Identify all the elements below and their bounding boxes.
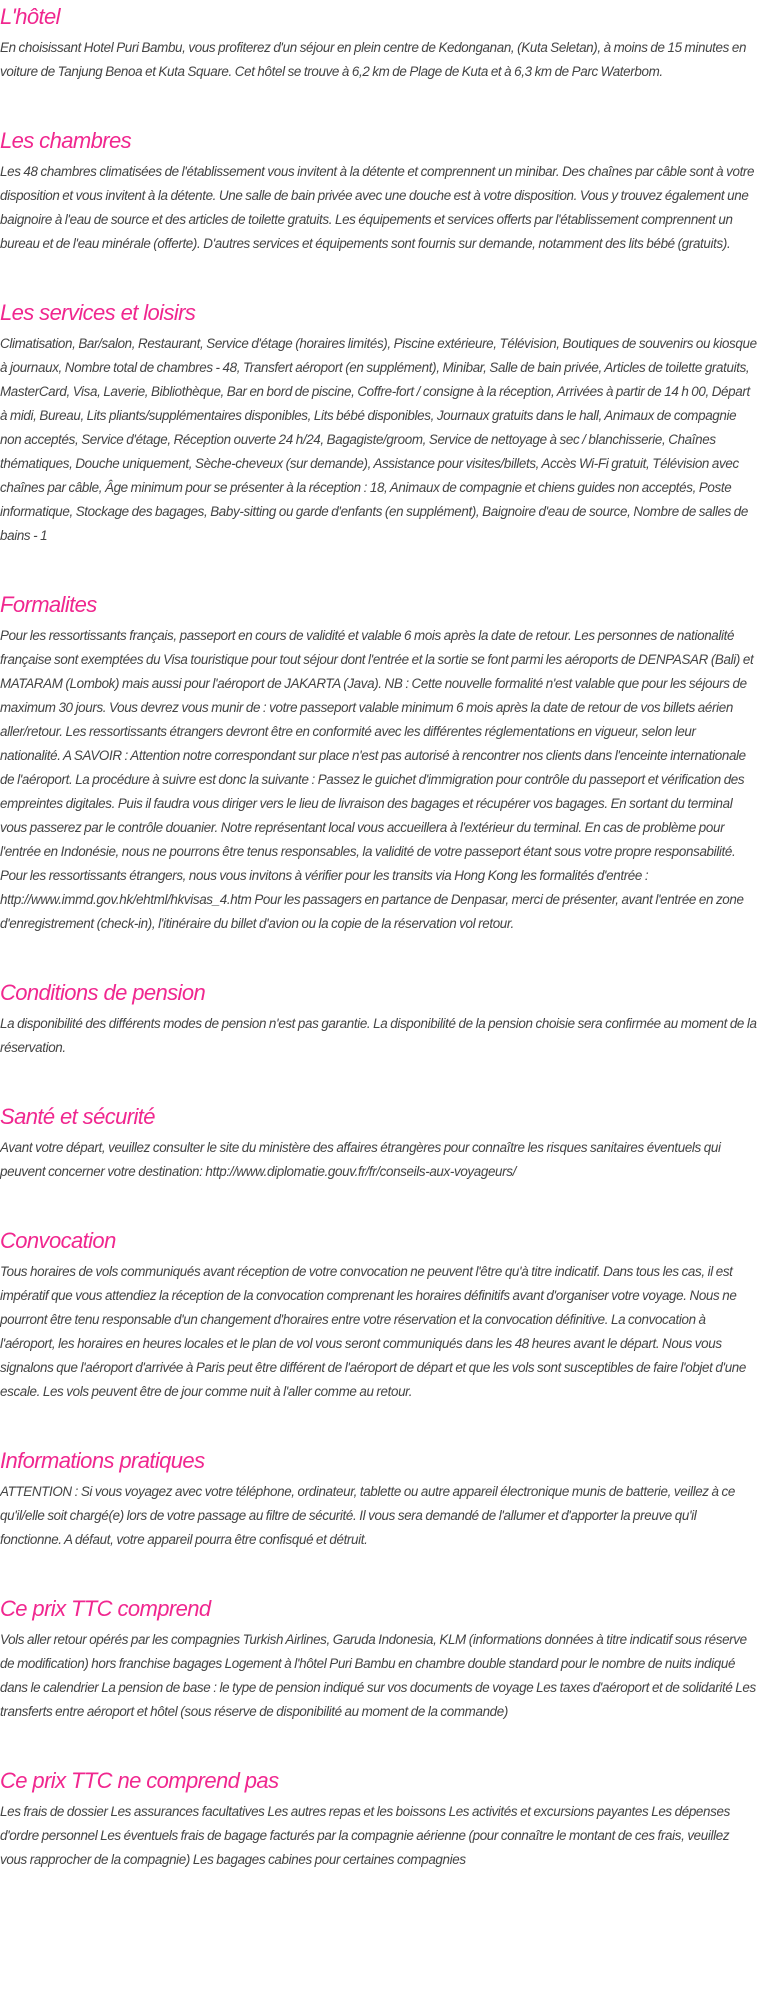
section-title: Formalites	[0, 592, 97, 617]
section-body: Pour les ressortissants français, passeport en cours de validité et valable 6 mois après la date de retour. Les personnes de nationalité française sont exemptées du Visa touristique pour tout séjour dont l'entrée et la sortie se font parmi les aéroports de DENPASAR (Bali) et MATARAM (Lombok) mais aussi pour l'aéroport de JAKARTA (Java). NB : Cette nouvelle formalité n'est valable que pour les séjours de maximum 30 jours. Vous devrez vous munir de : votre passeport valable minimum 6 mois après la date de retour de vos billets aérien aller/retour. Les ressortissants étrangers devront être en conformité avec les différentes réglementations en vigueur, selon leur nationalité. A SAVOIR : Attention notre correspondant sur place n'est pas autorisé à rencontrer nos clients dans l'enceinte internationale de l'aéroport. La procédure à suivre est donc la suivante : Passez le guichet d'immigration pour contrôle du passeport et vérification des empreintes digitales. Puis il faudra vous diriger vers le lieu de livraison des bagages et récupérer vos bagages. En sortant du terminal vous passerez par le contrôle douanier. Notre représentant local vous accueillera à l'extérieur du terminal. En cas de problème pour l'entrée en Indonésie, nous ne pourrons être tenus responsables, la validité de votre passeport étant sous votre propre responsabilité. Pour les ressortissants étrangers, nous vous invitons à vérifier pour les transits via Hong Kong les formalités d'entrée : http://www.immd.gov.hk/ehtml/hkvisas_4.htm Pour les passagers en partance de Denpasar, merci de présenter, avant l'entrée en zone d'enregistrement (check-in), l'itinéraire du billet d'avion ou la copie de la réservation vol retour.	[0, 628, 754, 931]
section-title: Santé et sécurité	[0, 1104, 155, 1129]
section-price-excludes	[0, 1764, 758, 1872]
section-gap	[0, 1724, 758, 1764]
section-services	[0, 296, 758, 548]
section-body: Tous horaires de vols communiqués avant réception de votre convocation ne peuvent l'être qu'à titre indicatif. Dans tous les cas, il est impératif que vous attendiez la réception de la convocation comprenant les horaires définitifs avant d'organiser votre voyage. Nous ne pourront être tenu responsable d'un changement d'horaires entre votre réservation et la convocation définitive. La convocation à l'aéroport, les horaires en heures locales et le plan de vol vous seront communiqués dans les 48 heures avant le départ. Nous vous signalons que l'aéroport d'arrivée à Paris peut être différent de l'aéroport de départ et que les vols sont susceptibles de faire l'objet d'une escale. Les vols peuvent être de jour comme nuit à l'aller comme au retour.	[0, 1264, 746, 1399]
section-body: Climatisation, Bar/salon, Restaurant, Service d'étage (horaires limités), Piscine extérieure, Télévision, Boutiques de souvenirs ou kiosque à journaux, Nombre total de chambres - 48, Transfert aéroport (en supplément), Minibar, Salle de bain privée, Articles de toilette gratuits, MasterCard, Visa, Laverie, Bibliothèque, Bar en bord de piscine, Coffre-fort / consigne à la réception, Arrivées à partir de 14 h 00, Départ à midi, Bureau, Lits pliants/supplémentaires disponibles, Lits bébé disponibles, Journaux gratuits dans le hall, Animaux de compagnie non acceptés, Service d'étage, Réception ouverte 24 h/24, Bagagiste/groom, Service de nettoyage à sec / blanchisserie, Chaînes thématiques, Douche uniquement, Sèche-cheveux (sur demande), Assistance pour visites/billets, Accès Wi-Fi gratuit, Télévision avec chaînes par câble, Âge minimum pour se présenter à la réception : 18, Animaux de compagnie et chiens guides non acceptés, Poste informatique, Stockage des bagages, Baby-sitting ou garde d'enfants (en supplément), Baignoire d'eau de source, Nombre de salles de bains - 1	[0, 336, 757, 543]
section-health-safety	[0, 1100, 758, 1184]
section-practical-info	[0, 1444, 758, 1552]
section-price-includes	[0, 1592, 758, 1724]
section-title: Informations pratiques	[0, 1448, 205, 1473]
section-rooms	[0, 124, 758, 256]
section-body: Avant votre départ, veuillez consulter le site du ministère des affaires étrangères pour connaître les risques sanitaires éventuels qui peuvent concerner votre destination: http://www.diplomatie.gouv.fr/fr/conseils-aux-voyageurs/	[0, 1140, 721, 1179]
section-gap	[0, 1184, 758, 1224]
section-title: Ce prix TTC ne comprend pas	[0, 1768, 279, 1793]
section-title: Conditions de pension	[0, 980, 206, 1005]
section-title: Convocation	[0, 1228, 116, 1253]
section-body: ATTENTION : Si vous voyagez avec votre téléphone, ordinateur, tablette ou autre appareil électronique munis de batterie, veillez à ce qu'il/elle soit chargé(e) lors de votre passage au filtre de sécurité. Il vous sera demandé de l'allumer et d'apporter la preuve qu'il fonctionne. A défaut, votre appareil pourra être confisqué et détruit.	[0, 1484, 735, 1547]
section-title: Les chambres	[0, 128, 131, 153]
section-gap	[0, 548, 758, 588]
section-board-conditions	[0, 976, 758, 1060]
section-body: En choisissant Hotel Puri Bambu, vous profiterez d'un séjour en plein centre de Kedonganan, (Kuta Seletan), à moins de 15 minutes en voiture de Tanjung Benoa et Kuta Square. Cet hôtel se trouve à 6,2 km de Plage de Kuta et à 6,3 km de Parc Waterbom.	[0, 40, 747, 79]
section-title: Les services et loisirs	[0, 300, 196, 325]
section-title: L'hôtel	[0, 4, 60, 29]
section-gap	[0, 1552, 758, 1592]
section-body: Les frais de dossier Les assurances facultatives Les autres repas et les boissons Les activités et excursions payantes Les dépenses d'ordre personnel Les éventuels frais de bagage facturés par la compagnie aérienne (pour connaître le montant de ces frais, veuillez vous rapprocher de la compagnie) Les bagages cabines pour certaines compagnies	[0, 1804, 730, 1867]
section-body: Les 48 chambres climatisées de l'établissement vous invitent à la détente et comprennent un minibar. Des chaînes par câble sont à votre disposition et vous invitent à la détente. Une salle de bain privée avec une douche est à votre disposition. Vous y trouvez également une baignoire à l'eau de source et des articles de toilette gratuits. Les équipements et services offerts par l'établissement comprennent un bureau et de l'eau minérale (offerte). D'autres services et équipements sont fournis sur demande, notamment des lits bébé (gratuits).	[0, 164, 755, 251]
section-formalities	[0, 588, 758, 936]
section-gap	[0, 256, 758, 296]
section-gap	[0, 84, 758, 124]
section-gap	[0, 1404, 758, 1444]
section-title: Ce prix TTC comprend	[0, 1596, 211, 1621]
section-convocation	[0, 1224, 758, 1404]
section-hotel	[0, 0, 758, 84]
section-gap	[0, 1060, 758, 1100]
section-body: La disponibilité des différents modes de pension n'est pas garantie. La disponibilité de la pension choisie sera confirmée au moment de la réservation.	[0, 1016, 757, 1055]
section-gap	[0, 936, 758, 976]
section-body: Vols aller retour opérés par les compagnies Turkish Airlines, Garuda Indonesia, KLM (informations données à titre indicatif sous réserve de modification) hors franchise bagages Logement à l'hôtel Puri Bambu en chambre double standard pour le nombre de nuits indiqué dans le calendrier La pension de base : le type de pension indiqué sur vos documents de voyage Les taxes d'aéroport et de solidarité Les transferts entre aéroport et hôtel (sous réserve de disponibilité au moment de la commande)	[0, 1632, 756, 1719]
